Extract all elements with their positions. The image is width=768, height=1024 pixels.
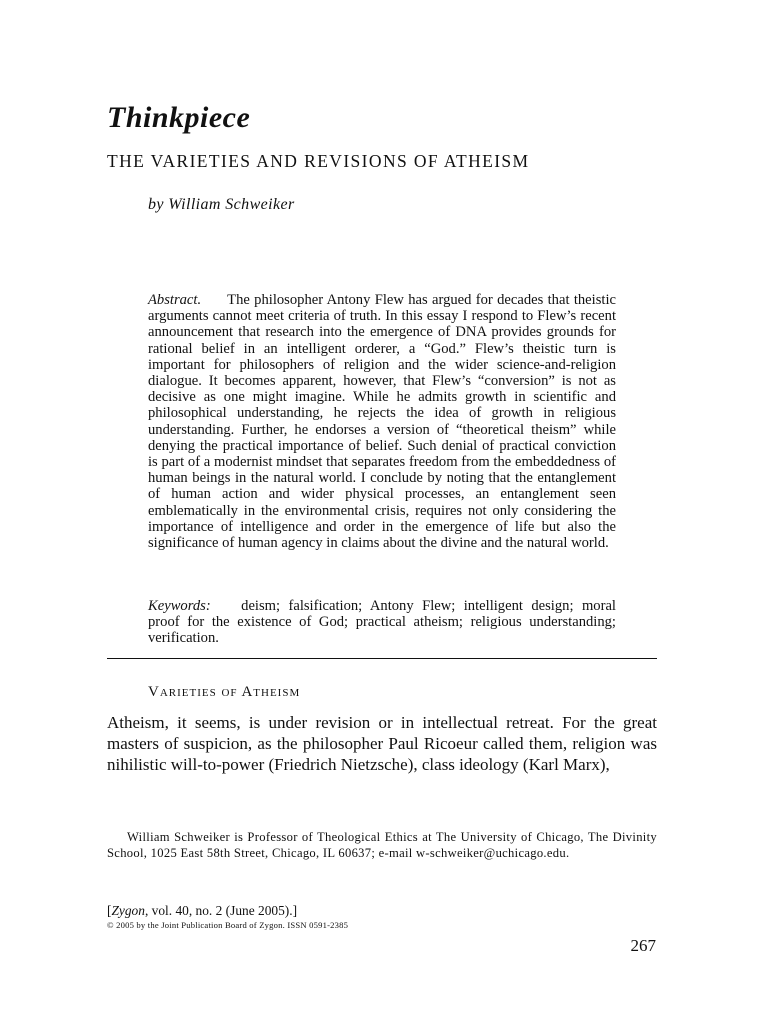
keywords-text: deism; falsification; Antony Flew; intelligent design; moral proof for the existence of God; practical atheism; religious understanding; verification. <box>148 598 616 647</box>
author-footnote: William Schweiker is Professor of Theological Ethics at The University of Chicago, The Divinity School, 1025 East 58th Street, Chicago, IL 60637; e-mail w-schweiker@uchicago.edu. <box>107 830 657 860</box>
body-paragraph: Atheism, it seems, is under revision or in intellectual retreat. For the great masters of suspicion, as the philosopher Paul Ricoeur called them, religion was nihilistic will-to-power (Friedrich Nietzsche), class ideology (Karl Marx), <box>107 713 657 774</box>
section-label: Thinkpiece <box>107 101 251 134</box>
copyright-notice: © 2005 by the Joint Publication Board of Zygon. ISSN 0591-2385 <box>107 920 349 930</box>
article-title: THE VARIETIES AND REVISIONS OF ATHEISM <box>107 151 530 171</box>
page-number: 267 <box>630 936 656 955</box>
abstract-divider <box>107 658 657 659</box>
keywords <box>148 598 616 647</box>
citation-details: , vol. 40, no. 2 (June 2005).] <box>144 903 298 918</box>
citation-open-bracket: [ <box>107 903 112 918</box>
abstract <box>148 292 616 551</box>
citation-journal: Zygon <box>111 903 145 918</box>
abstract-text: The philosopher Antony Flew has argued for decades that theistic arguments cannot meet criteria of truth. In this essay I respond to Flew’s recent announcement that research into the emergence of DNA provides grounds for rational belief in an intelligent orderer, a “God.” Flew’s theistic turn is important for philosophers of religion and the wider science-and-religion dialogue. It becomes apparent, however, that Flew’s “conversion” is not as decisive as one might imagine. While he admits growth in scientific and philosophical understanding, he rejects the idea of growth in religious understanding. Further, he endorses a version of “theoretical theism” while denying the practical importance of belief. Such denial of practical conviction is part of a modernist mindset that separates freedom from the embeddedness of human beings in the natural world. I conclude by noting that the entanglement of human action and wider physical processes, an entanglement seen emblematically in the environmental crisis, requires not only considering the importance of intelligence and order in the emergence of life but also the significance of human agency in claims about the divine and the natural world. <box>148 292 616 552</box>
citation <box>107 903 297 919</box>
abstract-label: Abstract. <box>148 292 202 308</box>
section-heading: Varieties of Atheism <box>148 684 301 700</box>
byline: by William Schweiker <box>148 196 295 213</box>
keywords-label: Keywords: <box>148 598 211 614</box>
